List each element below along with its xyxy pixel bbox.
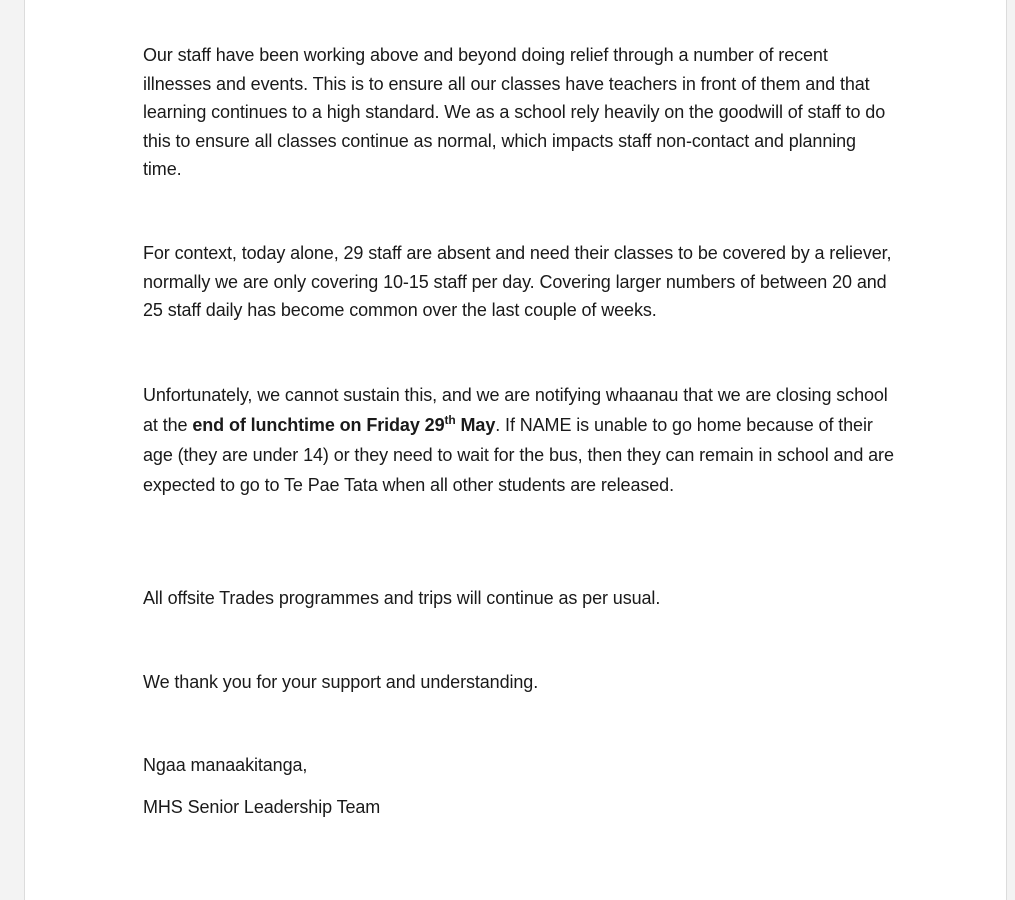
paragraph-thanks <box>143 668 895 697</box>
closure-time <box>192 415 495 435</box>
paragraph-text: For context, today alone, 29 staff are absent and need their classes to be covered by a reliever, normally we are only covering 10-15 staff per day. Covering larger numbers of between 20 and 25 staff daily has become common over the last couple of weeks. <box>143 243 892 320</box>
date-ordinal-suffix: th <box>444 413 456 427</box>
paragraph-text: Our staff have been working above and beyond doing relief through a number of recent illnesses and events. This is to ensure all our classes have teachers in front of them and that learning continues to a high standard. We as a school rely heavily on the goodwill of staff to do this to ensure all classes continue as normal, which impacts staff non-contact and planning time. <box>143 45 886 179</box>
closure-intro: Unfortunately, we cannot sustain this, and we are notifying whaanau that we are closing school at the <box>143 385 888 435</box>
paragraph-text <box>143 380 895 500</box>
signature-text: MHS Senior Leadership Team <box>143 797 381 817</box>
closure-details: . If NAME is unable to go home because of their age (they are under 14) or they need to wait for the bus, then they can remain in school and are expected to go to Te Pae Tata when all other students are released. <box>143 415 894 495</box>
paragraph-closure-notice <box>143 380 895 500</box>
document-page <box>24 0 1007 900</box>
closure-date: end of lunchtime on Friday 29 <box>192 415 445 435</box>
signoff-text: Ngaa manaakitanga, <box>143 755 308 775</box>
paragraph-context <box>143 239 895 325</box>
paragraph-text: All offsite Trades programmes and trips will continue as per usual. <box>143 588 661 608</box>
paragraph-trades <box>143 584 895 613</box>
signoff <box>143 751 895 780</box>
signature <box>143 793 895 822</box>
paragraph-text: We thank you for your support and understanding. <box>143 672 539 692</box>
paragraph-staff-relief <box>143 41 895 184</box>
closure-month: May <box>455 415 496 435</box>
